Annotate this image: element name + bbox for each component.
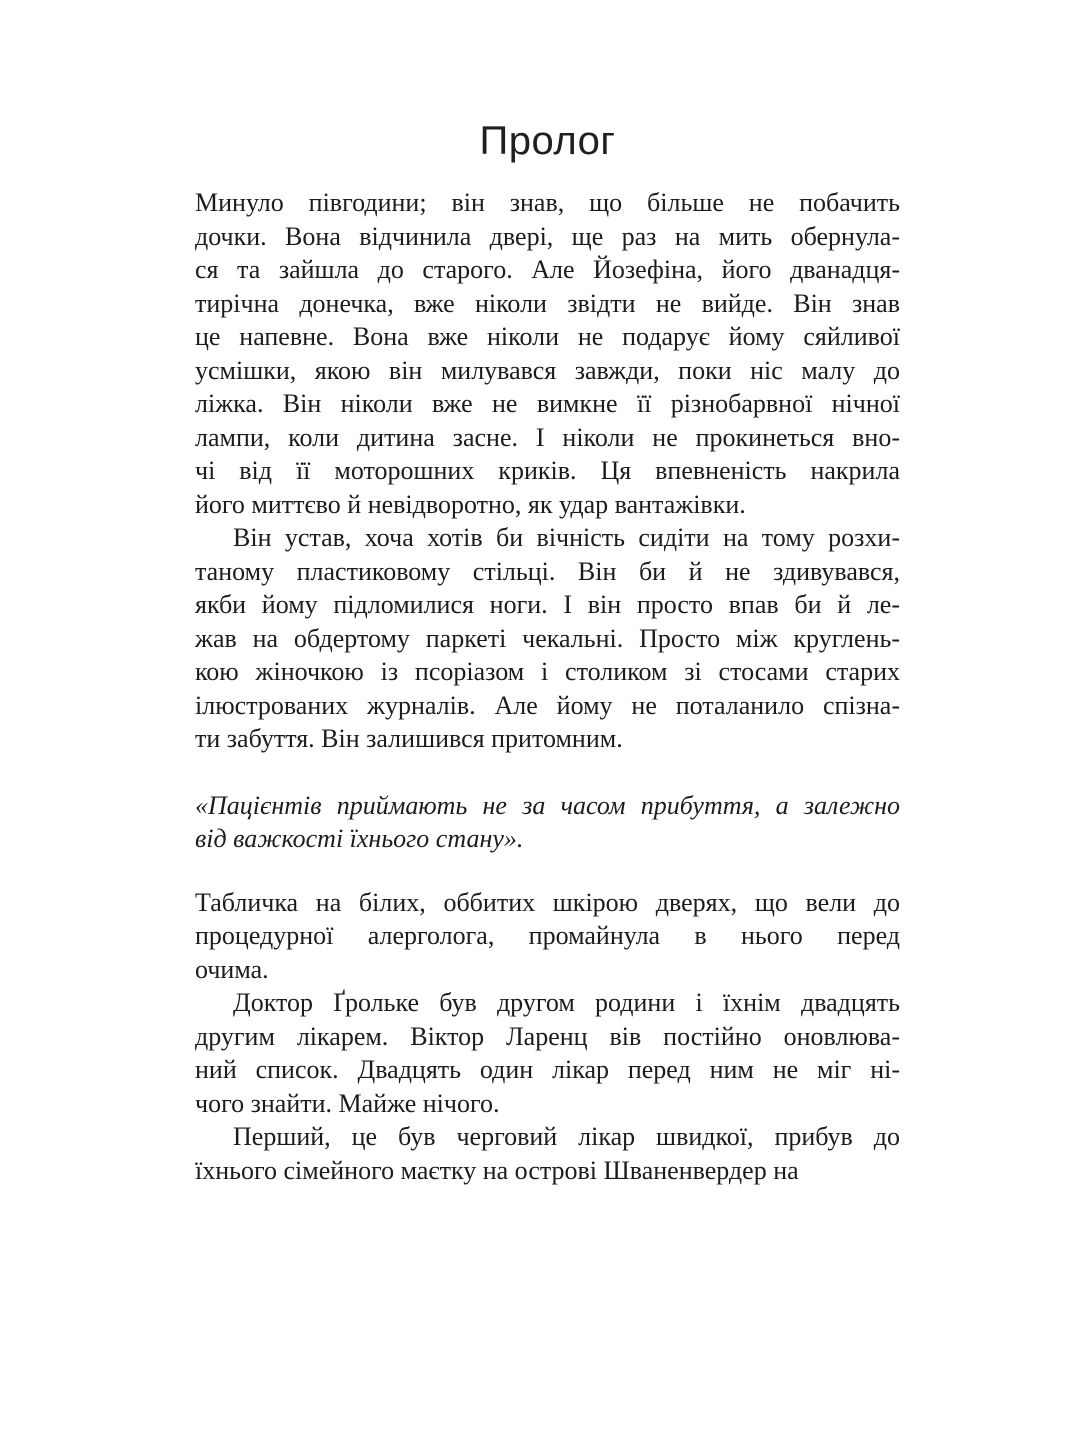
text-line: чого знайти. Майже нічого. xyxy=(195,1088,500,1118)
text-line: Доктор Ґрольке був другом родини і їхнім двадцять xyxy=(233,988,900,1017)
text-line: процедурної алерголога, промайнула в нього перед xyxy=(195,921,900,950)
paragraph xyxy=(195,1120,900,1187)
paragraph xyxy=(195,521,900,756)
text-line: чі від її моторошних криків. Ця впевненість накрила xyxy=(195,456,900,485)
quote-paragraph xyxy=(195,789,900,856)
text-line: тирічна донечка, вже ніколи звідти не вийде. Він знав xyxy=(195,288,900,318)
text-line: таному пластиковому стільці. Він би й не здивувався, xyxy=(195,556,900,586)
text-line: ілюстрованих журналів. Але йому не поталанило спізна- xyxy=(195,690,900,720)
text-line: жав на обдертому паркеті чекальні. Просто між круглень- xyxy=(195,623,900,653)
text-line: другим лікарем. Віктор Ларенц вів постійно оновлюва- xyxy=(195,1021,900,1051)
chapter-title: Пролог xyxy=(479,119,616,163)
text-line: ся та зайшла до старого. Але Йозефіна, його дванадця- xyxy=(195,255,900,284)
text-line: лампи, коли дитина засне. І ніколи не прокинеться вно- xyxy=(195,422,900,452)
text-line: якби йому підломилися ноги. І він просто впав би й ле- xyxy=(195,590,900,619)
text-line: дочки. Вона відчинила двері, ще раз на мить обернула- xyxy=(195,221,900,251)
text-line: «Пацієнтів приймають не за часом прибуття, а залежно xyxy=(195,790,900,820)
text-line: ний список. Двадцять один лікар перед ним не міг ні- xyxy=(195,1055,900,1084)
text-line: Табличка на білих, оббитих шкірою дверях, що вели до xyxy=(195,887,900,917)
text-line: ліжка. Він ніколи вже не вимкне її різнобарвної нічної xyxy=(195,389,900,418)
text-line: це напевне. Вона вже ніколи не подарує йому сяйливої xyxy=(195,322,900,351)
body-text xyxy=(195,186,900,1187)
text-line: очима. xyxy=(195,954,269,984)
text-line: Він устав, хоча хотів би вічність сидіти на тому розхи- xyxy=(233,523,900,552)
paragraph xyxy=(195,986,900,1120)
text-line: від важкості їхнього стану». xyxy=(195,824,524,853)
text-line: усмішки, якою він милувався завжди, поки ніс малу до xyxy=(195,355,900,385)
text-line: ти забуття. Він залишився притомним. xyxy=(195,724,623,753)
paragraph xyxy=(195,186,900,521)
text-line: Перший, це був черговий лікар швидкої, прибув до xyxy=(233,1122,900,1151)
text-line: його миттєво й невідворотно, як удар вантажівки. xyxy=(195,489,746,519)
text-line: Минуло півгодини; він знав, що більше не побачить xyxy=(195,188,900,217)
text-line: кою жіночкою із псоріазом і столиком зі стосами старих xyxy=(195,657,900,686)
paragraph xyxy=(195,886,900,987)
text-line: їхнього сімейного маєтку на острові Шваненвердер на xyxy=(195,1155,799,1185)
